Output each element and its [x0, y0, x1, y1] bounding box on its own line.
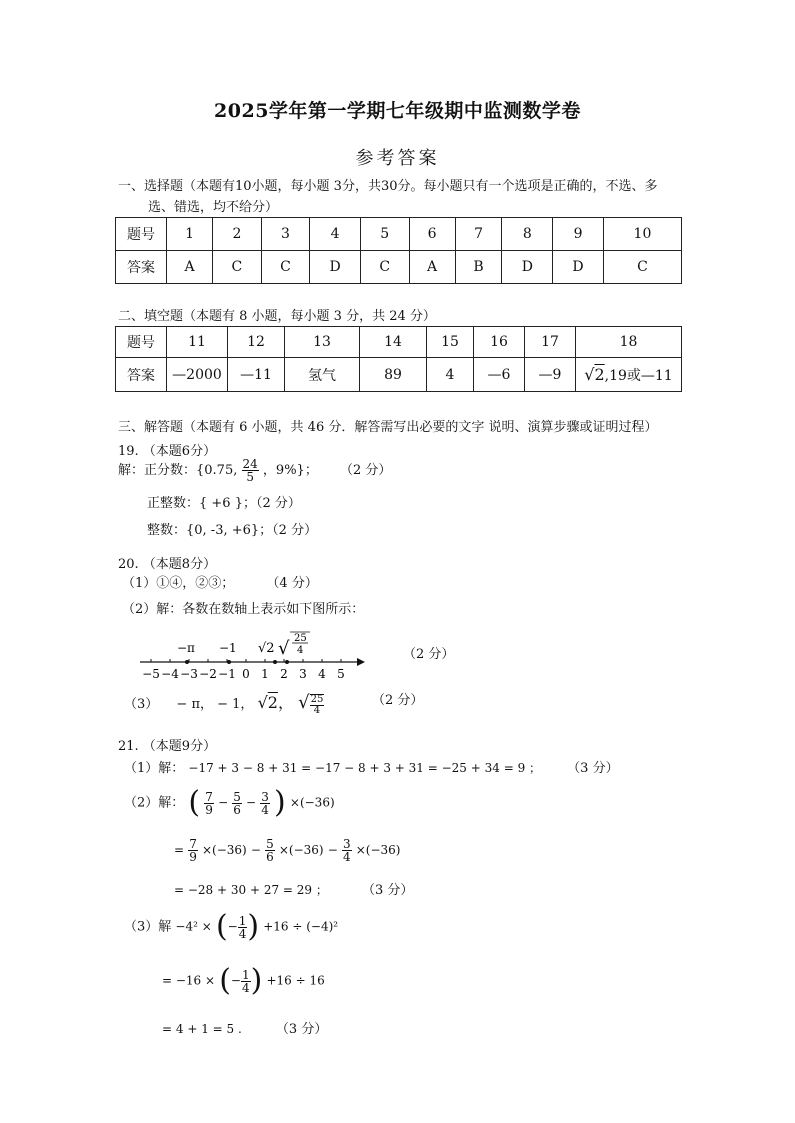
- table-cell: C: [603, 251, 681, 284]
- point-neg-1: [227, 660, 231, 664]
- number-line-tick-label: 2: [280, 667, 288, 681]
- label-neg-1: −1: [219, 641, 237, 655]
- number-line: [135, 622, 375, 684]
- fraction-7-9: $\frac{7}{9}$: [205, 789, 213, 817]
- sqrt2-symbol: √2: [584, 364, 605, 384]
- fraction-25-4: $\frac{25}{4}$: [310, 693, 324, 716]
- number-line-tick-label: 1: [261, 667, 269, 681]
- table-cell: B: [455, 251, 502, 284]
- table-cell: 10: [603, 218, 681, 251]
- section1-heading-cont: 选、错选，均不给分）: [148, 200, 279, 215]
- table-cell: 89: [360, 358, 427, 392]
- q21-part2-score: （3 分）: [362, 883, 414, 898]
- q21-part1-score: （3 分）: [567, 761, 619, 776]
- table-cell: —6: [474, 358, 525, 392]
- table-cell: D: [502, 251, 553, 284]
- q21-part1-prefix: （1）解：: [124, 761, 185, 776]
- table-cell: A: [167, 251, 213, 284]
- table-cell: 7: [455, 218, 502, 251]
- q20-header: 20. （本题8分）: [118, 557, 217, 572]
- table-cell: D: [553, 251, 604, 284]
- table-row-label: 题号: [116, 218, 167, 251]
- table-cell: C: [360, 251, 409, 284]
- number-line-tick-label: 4: [318, 667, 326, 681]
- q21-part3-score: （3 分）: [275, 1022, 328, 1037]
- q19-line1-suffix: ，9%}；: [262, 463, 318, 478]
- q21-header: 21. （本题9分）: [118, 739, 217, 754]
- table-cell: 9: [553, 218, 604, 251]
- table-cell: 16: [474, 327, 525, 358]
- number-line-tick-label: −1: [218, 667, 236, 681]
- q20-part2-score: （2 分）: [403, 647, 455, 662]
- table-cell: —9: [525, 358, 576, 392]
- table-cell: A: [409, 251, 455, 284]
- q19-line1: [118, 458, 391, 483]
- q19-line2: 正整数：{ +6 }；（2 分）: [147, 496, 301, 511]
- table-cell: 12: [228, 327, 285, 358]
- table-cell: [576, 358, 682, 392]
- label-frac-num: 25: [294, 633, 307, 644]
- label-neg-pi: −π: [177, 641, 195, 655]
- table-cell: 18: [576, 327, 682, 358]
- number-line-tick-label: 5: [337, 667, 345, 681]
- q21-part1-expr: −17 + 3 − 8 + 31 = −17 − 8 + 3 + 31 = −25 + 34 = 9 ；: [188, 761, 542, 775]
- number-line-tick-label: 3: [299, 667, 307, 681]
- q21-part3-prefix: （3）解: [124, 919, 172, 935]
- table-cell: C: [261, 251, 310, 284]
- q20-part3-expr: − π， − 1，: [176, 697, 254, 712]
- fraction-denominator: 5: [246, 470, 254, 484]
- q20-part2: （2）解：各数在数轴上表示如下图所示：: [122, 602, 365, 617]
- table-cell: 4: [427, 358, 474, 392]
- sqrt-radical-symbol: √: [278, 638, 290, 659]
- table-cell: 4: [310, 218, 361, 251]
- q21-part3-line2: = −16 × (− $\frac{1}{4}$ ) +16 ÷ 16: [162, 963, 325, 998]
- table-cell: 2: [213, 218, 262, 251]
- table-row-label: 答案: [116, 358, 167, 392]
- table-cell: 15: [427, 327, 474, 358]
- fraction-1-4: $\frac{1}{4}$: [238, 913, 247, 941]
- table-cell: 17: [525, 327, 576, 358]
- number-line-tick-label: 0: [242, 667, 250, 681]
- q20-part3-score: （2 分）: [372, 693, 424, 708]
- table-cell: 11: [167, 327, 228, 358]
- q19-line3: 整数：{0, -3, +6}；（2 分）: [147, 523, 318, 538]
- fraction-5-6: $\frac{5}{6}$: [233, 789, 241, 817]
- table-cell: D: [310, 251, 361, 284]
- q21-part3-line3: = 4 + 1 = 5 . （3 分）: [162, 1022, 328, 1037]
- fraction-24-5: [242, 458, 259, 483]
- q21-part2-line3: = −28 + 30 + 27 = 29 ； （3 分）: [174, 883, 414, 898]
- number-line-tick-label: −2: [199, 667, 217, 681]
- q21-part3-line1: （3）解 −4² × (− $\frac{1}{4}$ ) +16 ÷ (−4)²: [124, 909, 339, 944]
- q20-part1-text: （1）①④，②③；: [122, 576, 235, 591]
- sqrt2-symbol: √2，: [257, 693, 294, 712]
- q21-part2-prefix: （2）解：: [124, 795, 185, 811]
- table-row-label: 题号: [116, 327, 167, 358]
- point-sqrt2: [273, 660, 277, 664]
- table-cell: —2000: [167, 358, 228, 392]
- point-sqrt-25-4: [285, 660, 289, 664]
- table-cell: —11: [228, 358, 285, 392]
- label-frac-den: 4: [297, 645, 304, 656]
- table-row-label: 答案: [116, 251, 167, 284]
- number-line-tick-label: −4: [161, 667, 179, 681]
- table-cell: C: [213, 251, 262, 284]
- table-cell: 5: [360, 218, 409, 251]
- q21-part1: [124, 757, 619, 776]
- fraction-3-4: $\frac{3}{4}$: [261, 789, 269, 817]
- q21-part2-line2: = $\frac{7}{9}$ ×(−36) − $\frac{5}{6}$ ×(−36) − $\frac{3}{4}$ ×(−36): [174, 837, 401, 864]
- number-line-arrow: [357, 658, 365, 666]
- fraction-numerator: 24: [242, 457, 258, 471]
- choice-answer-table: [115, 217, 682, 284]
- page-title: 2025学年第一学期七年级期中监测数学卷: [214, 100, 581, 122]
- sqrt-25-4-symbol: √: [298, 692, 310, 713]
- q18-answer-text: ,19或—11: [604, 367, 673, 384]
- label-sqrt2: √2: [258, 641, 275, 656]
- table-cell: 6: [409, 218, 455, 251]
- point-neg-pi: [185, 660, 189, 664]
- table-cell: 1: [167, 218, 213, 251]
- q21-part2-line1: （2）解： ( $\frac{7}{9}$ − $\frac{5}{6}$ − $\frac{3}{4}$ ) ×(−36): [124, 785, 335, 820]
- number-line-tick-label: −3: [180, 667, 198, 681]
- q20-part3-prefix: （3）: [124, 697, 159, 712]
- table-cell: 3: [261, 218, 310, 251]
- number-line-tick-labels: [142, 667, 345, 681]
- number-line-tick-label: −5: [142, 667, 160, 681]
- section2-heading: 二、填空题（本题有 8 小题，每小题 3 分，共 24 分）: [118, 309, 436, 324]
- times-neg-36: ×(−36): [289, 795, 335, 810]
- table-cell: 8: [502, 218, 553, 251]
- table-cell: 13: [285, 327, 360, 358]
- q20-part1: [122, 572, 318, 591]
- table-cell: 14: [360, 327, 427, 358]
- table-cell: 氢气: [285, 358, 360, 392]
- section1-heading: 一、选择题（本题有10小题，每小题 3分，共30分。每小题只有一个选项是正确的，不选、多: [118, 179, 658, 194]
- q20-part1-score: （4 分）: [266, 576, 318, 591]
- page-subtitle: 参考答案: [355, 148, 440, 169]
- q19-header: 19. （本题6分）: [118, 444, 217, 459]
- q20-part3: [124, 690, 324, 716]
- q19-line1-prefix: 解：正分数：{0.75,: [118, 463, 238, 478]
- q19-line1-score: （2 分）: [339, 463, 392, 478]
- section3-heading: 三、解答题（本题有 6 小题，共 46 分．解答需写出必要的文字 说明、演算步骤或证明过程）: [118, 420, 658, 435]
- fill-blank-answer-table: [115, 326, 682, 392]
